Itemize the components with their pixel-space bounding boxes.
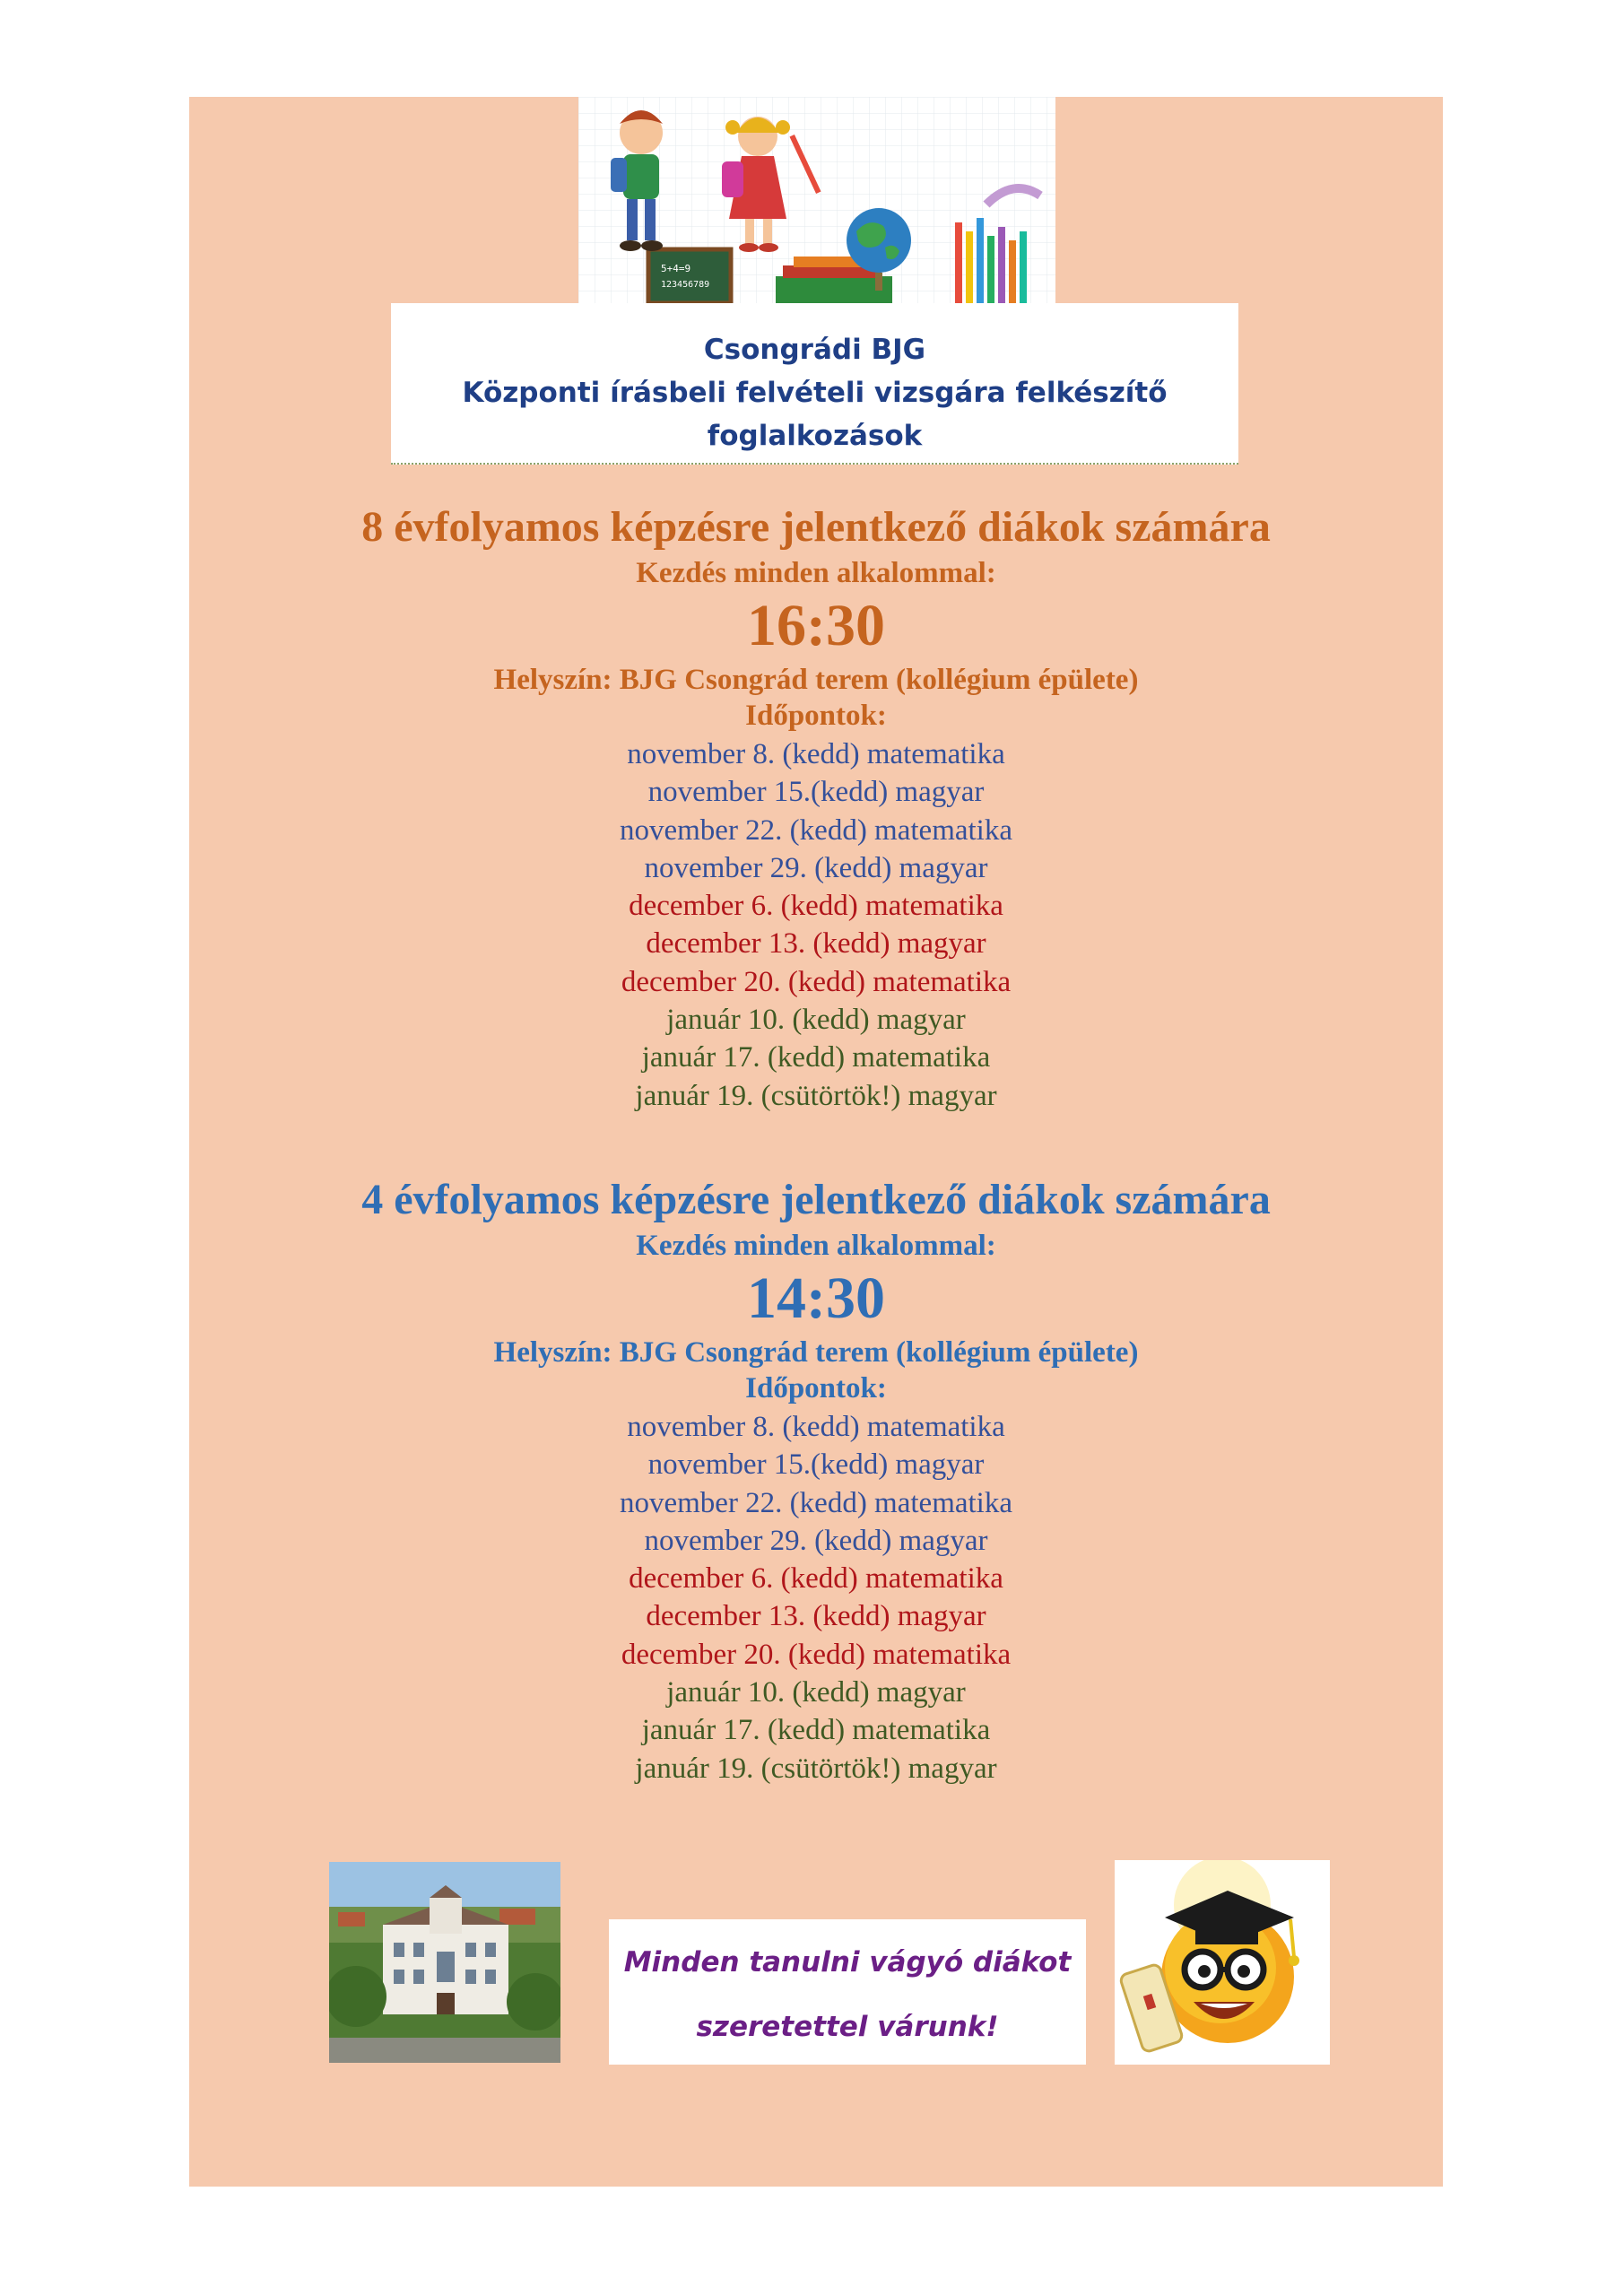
welcome-line-2: szeretettel várunk! [696, 2011, 999, 2043]
svg-text:5+4=9: 5+4=9 [661, 263, 691, 274]
dates-label: Időpontok: [745, 1372, 887, 1405]
header-title-line-2: foglalkozások [707, 420, 923, 452]
date-list [189, 1408, 1443, 1787]
date-item: január 17. (kedd) matematika [641, 1714, 991, 1747]
date-item: december 13. (kedd) magyar [646, 1600, 986, 1633]
date-item: január 17. (kedd) matematika [641, 1041, 991, 1074]
graduate-smiley-icon [1115, 1860, 1330, 2065]
header-title-line: Központi írásbeli felvételi vizsgára felkészítő [462, 377, 1168, 409]
date-item: december 20. (kedd) matematika [621, 1638, 1012, 1671]
date-item: november 8. (kedd) matematika [627, 1411, 1005, 1443]
section-4-year [189, 1171, 1443, 1787]
date-item: november 29. (kedd) magyar [644, 851, 988, 884]
start-time: 16:30 [747, 593, 885, 658]
date-item: november 15.(kedd) magyar [647, 1448, 985, 1482]
date-item: november 22. (kedd) matematika [619, 813, 1012, 847]
date-item: december 6. (kedd) matematika [629, 1562, 1003, 1596]
date-list [189, 735, 1443, 1115]
date-item: november 15.(kedd) magyar [647, 776, 985, 809]
date-item: január 19. (csütörtök!) magyar [635, 1079, 997, 1112]
start-label: Kezdés minden alkalommal: [636, 557, 996, 589]
dates-label: Időpontok: [745, 700, 887, 732]
location: Helyszín: BJG Csongrád terem (kollégium épülete) [493, 664, 1139, 696]
date-item: november 29. (kedd) magyar [644, 1524, 988, 1557]
date-item: december 20. (kedd) matematika [621, 965, 1012, 998]
date-item: december 6. (kedd) matematika [629, 890, 1003, 923]
date-item: január 10. (kedd) magyar [666, 1676, 966, 1709]
section-title: 8 évfolyamos képzésre jelentkező diákok számára [361, 503, 1271, 551]
welcome-line: Minden tanulni vágyó diákot [623, 1946, 1072, 1979]
section-title: 4 évfolyamos képzésre jelentkező diákok számára [361, 1176, 1271, 1223]
date-item: november 22. (kedd) matematika [619, 1486, 1012, 1519]
svg-text:123456789: 123456789 [661, 280, 710, 290]
welcome-message [609, 1919, 1086, 2065]
start-time: 14:30 [747, 1265, 885, 1331]
start-label: Kezdés minden alkalommal: [636, 1230, 996, 1262]
school-building-photo [329, 1862, 560, 2063]
date-item: január 19. (csütörtök!) magyar [635, 1752, 997, 1785]
section-8-year [189, 499, 1443, 1115]
date-item: január 10. (kedd) magyar [666, 1004, 966, 1037]
date-item: november 8. (kedd) matematika [627, 738, 1005, 770]
school-name: Csongrádi BJG [703, 334, 926, 366]
school-children-illustration [578, 97, 1055, 303]
header-title-box [391, 303, 1238, 465]
poster [189, 97, 1443, 2187]
location: Helyszín: BJG Csongrád terem (kollégium épülete) [493, 1336, 1139, 1369]
date-item: december 13. (kedd) magyar [646, 927, 986, 961]
